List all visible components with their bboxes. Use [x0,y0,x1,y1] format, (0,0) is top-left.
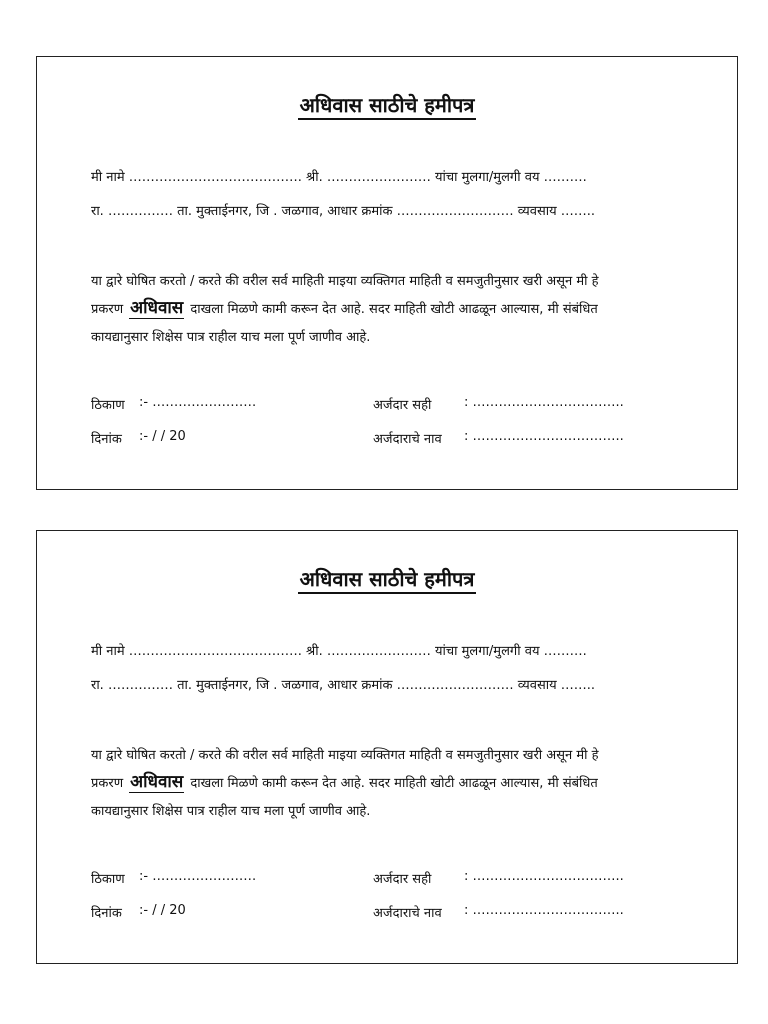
declaration-line-2 [91,769,598,792]
date-field: :- / / 20 [139,903,186,918]
signature-label: अर्जदार सही [373,872,432,887]
applicant-name-line: मी नामे …………………………………. श्री. …………………… यांचा मुलगा/मुलगी वय ………. [91,644,587,659]
applicant-name-label: अर्जदाराचे नाव [373,906,442,921]
declaration-line-3: कायद्यानुसार शिक्षेस पात्र राहील याच मला पूर्ण जाणीव आहे. [91,330,371,345]
date-label: दिनांक [91,432,122,447]
declaration-rest: दाखला मिळणे कामी करून देत आहे. सदर माहिती खोटी आढळून आल्यास, मी संबंधित [190,776,598,791]
address-aadhaar-line: रा. …………… ता. मुक्ताईनगर, जि . जळगाव, आधार क्रमांक ……………………… व्यवसाय …….. [91,678,596,693]
signature-label: अर्जदार सही [373,398,432,413]
declaration-line-1: या द्वारे घोषित करतो / करते की वरील सर्व माहिती माइया व्यक्तिगत माहिती व समजुतीनुसार खरी असून मी हे [91,748,599,763]
declaration-prefix: प्रकरण [91,302,124,317]
place-field: :- …………………… [139,869,257,884]
domicile-highlight: अधिवास [130,772,184,792]
form-title: अधिवास साठीचे हमीपत्र [37,91,737,118]
applicant-name-line: मी नामे …………………………………. श्री. …………………… यांचा मुलगा/मुलगी वय ………. [91,170,587,185]
applicant-name-field: : …………………………….. [464,903,624,918]
declaration-line-2 [91,295,598,318]
place-label: ठिकाण [91,872,125,887]
declaration-line-1: या द्वारे घोषित करतो / करते की वरील सर्व माहिती माइया व्यक्तिगत माहिती व समजुतीनुसार खरी असून मी हे [91,274,599,289]
applicant-name-label: अर्जदाराचे नाव [373,432,442,447]
declaration-line-3: कायद्यानुसार शिक्षेस पात्र राहील याच मला पूर्ण जाणीव आहे. [91,804,371,819]
declaration-prefix: प्रकरण [91,776,124,791]
signature-field: : …………………………….. [464,395,624,410]
form-title: अधिवास साठीचे हमीपत्र [37,565,737,592]
date-field: :- / / 20 [139,429,186,444]
affidavit-form-2 [36,530,738,964]
applicant-name-field: : …………………………….. [464,429,624,444]
domicile-highlight: अधिवास [130,298,184,318]
date-label: दिनांक [91,906,122,921]
declaration-rest: दाखला मिळणे कामी करून देत आहे. सदर माहिती खोटी आढळून आल्यास, मी संबंधित [190,302,598,317]
place-field: :- …………………… [139,395,257,410]
place-label: ठिकाण [91,398,125,413]
signature-field: : …………………………….. [464,869,624,884]
affidavit-form-1 [36,56,738,490]
address-aadhaar-line: रा. …………… ता. मुक्ताईनगर, जि . जळगाव, आधार क्रमांक ……………………… व्यवसाय …….. [91,204,596,219]
